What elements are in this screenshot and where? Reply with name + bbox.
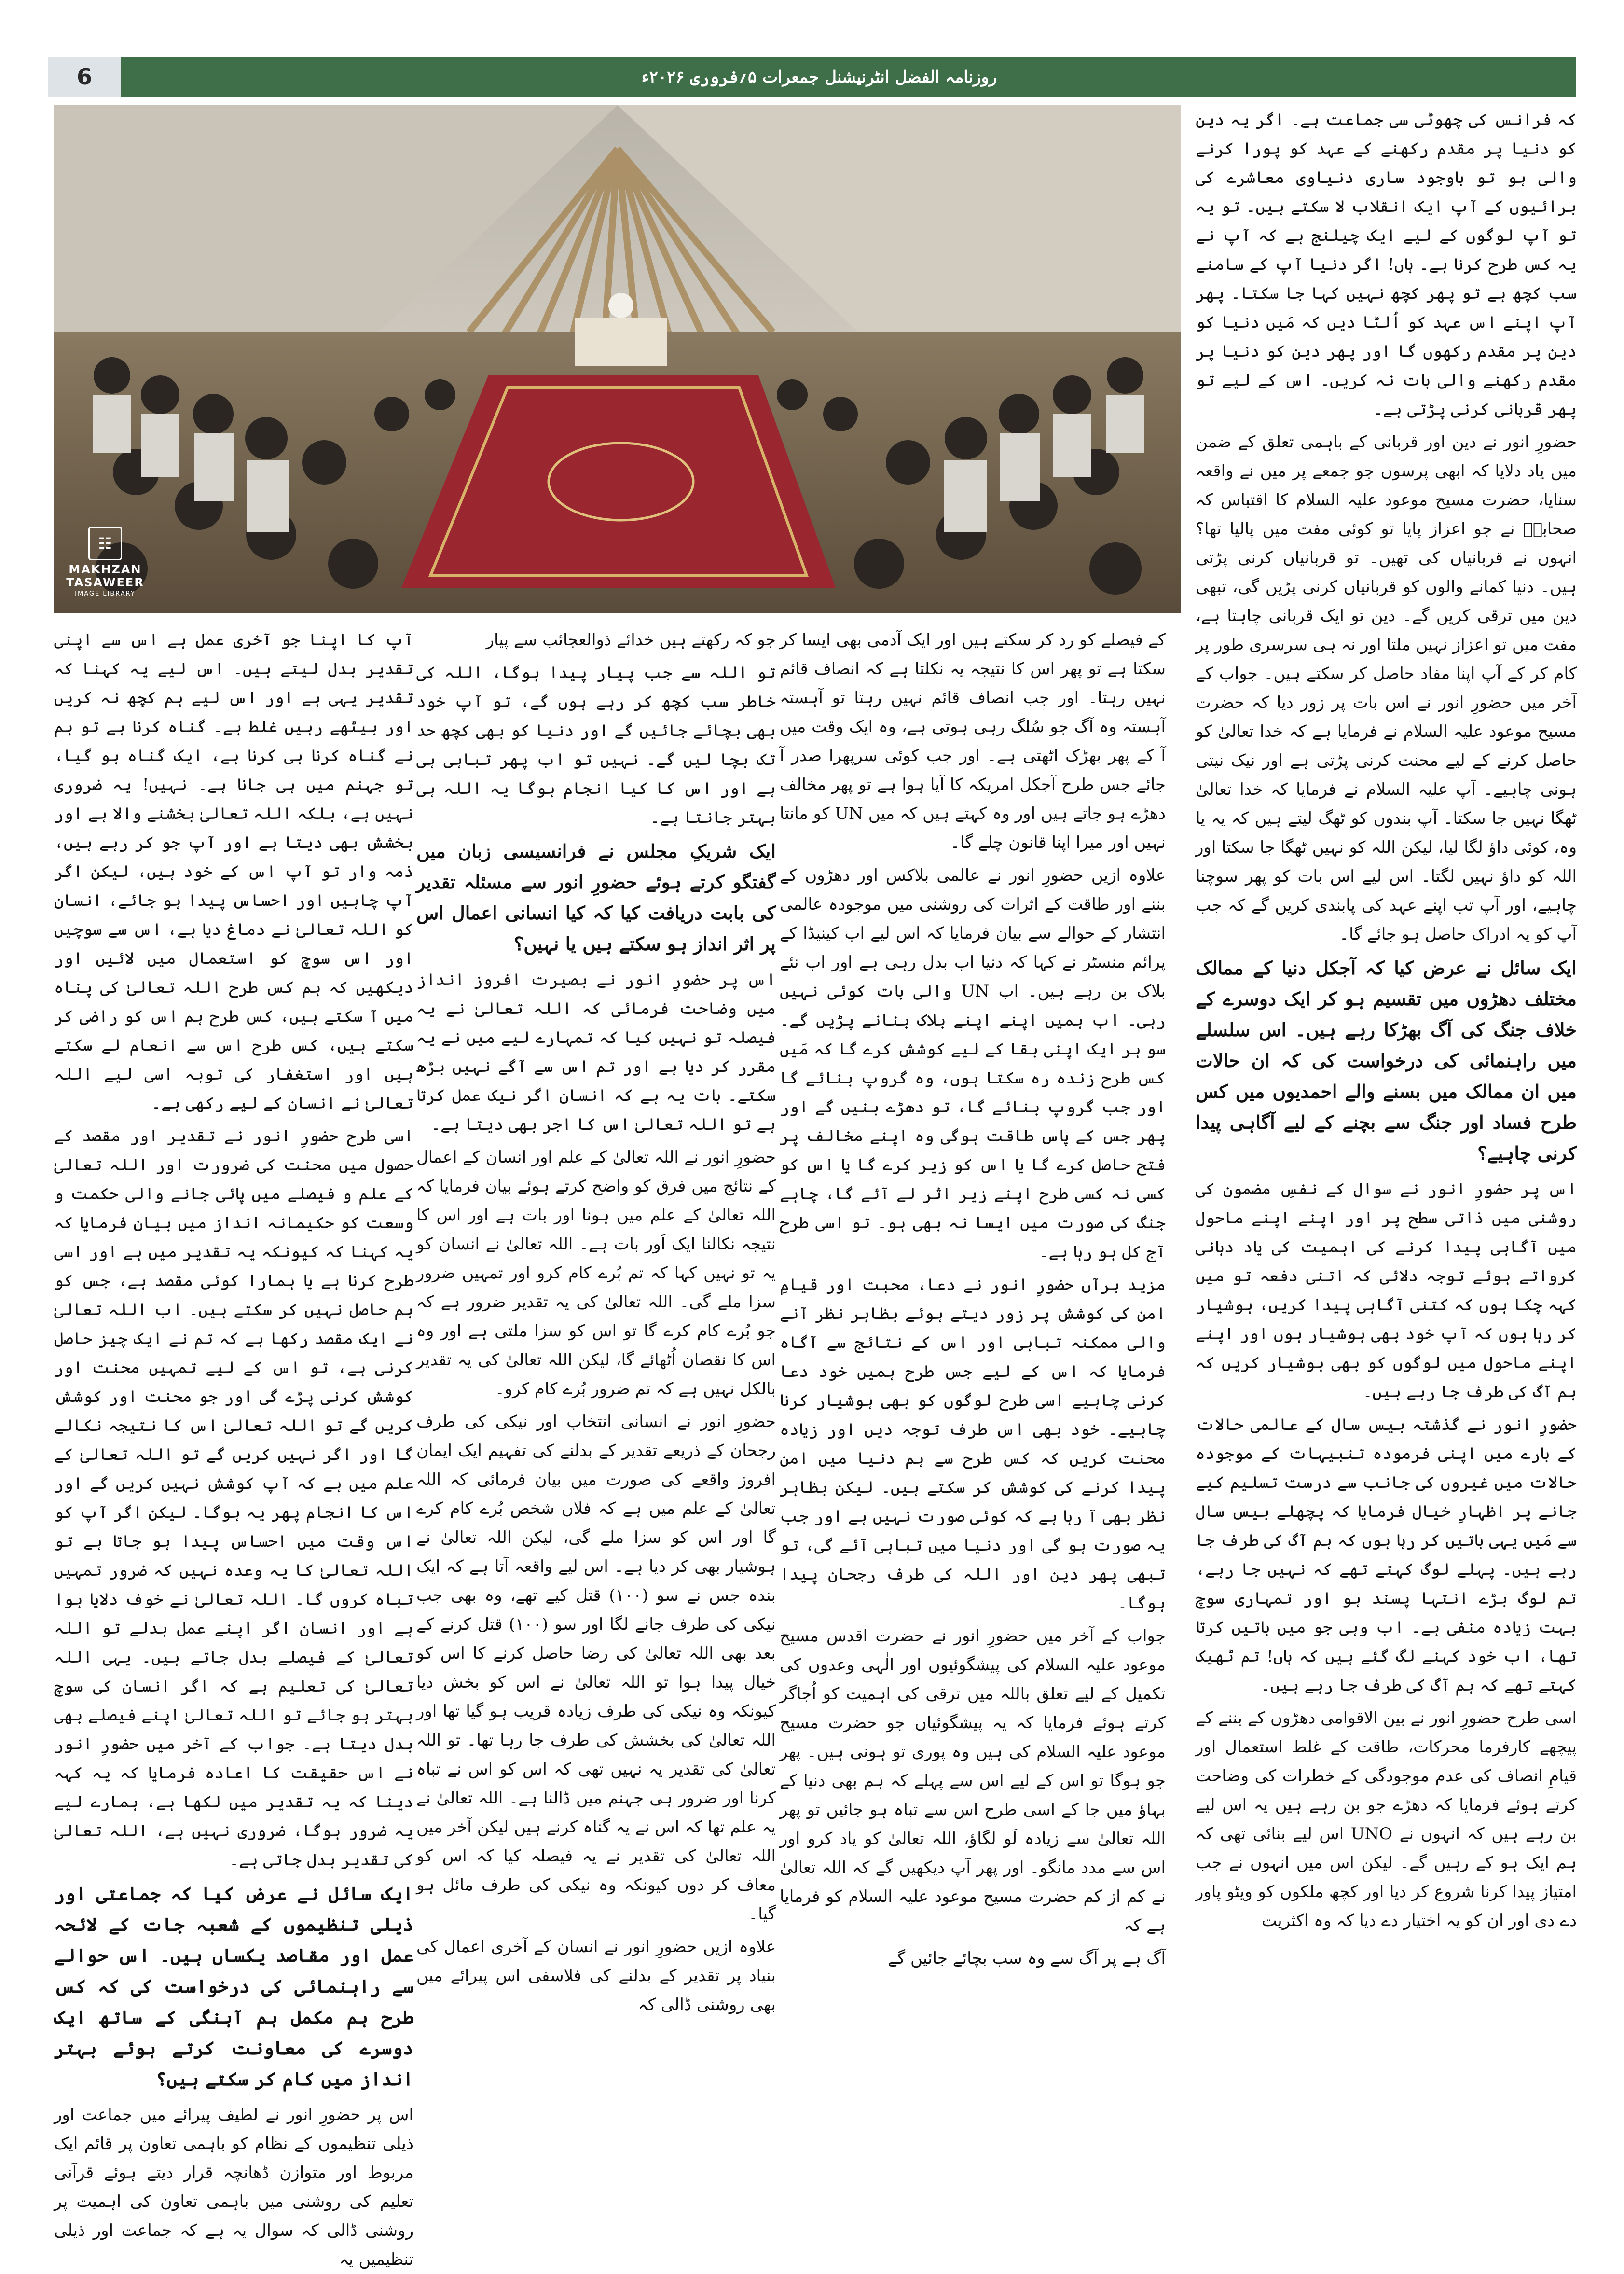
paragraph: اس پر حضورِ انور نے لطیف پیرائے میں جماعت اور ذیلی تنظیموں کے نظام کو باہمی تعاون پر قائم ایک مربوط اور متوازن ڈھانچہ قرار دیتے ہوئے قرآنی تعلیم کی روشنی میں باہمی تعاون کی اہمیت پر روشنی ڈالی کہ سوال یہ ہے کہ جماعت اور ذیلی تنظیمیں یہ [54, 2105, 413, 2269]
article-column-3 [54, 625, 413, 2269]
logo-title-1: MAKHZAN [69, 563, 142, 577]
paragraph: حضورِ انور نے انسانی انتخاب اور نیکی کی طرف رجحان کے ذریعے تقدیر کے بدلنے کی تفہیم ایک ایمان افروز واقعے کی صورت میں بیان فرمائی کہ اللہ تعالیٰ کے علم میں ہے کہ فلاں شخص بُرے کام کرے گا اور اس کو سزا ملے گی، لیکن اللہ تعالیٰ نے ہوشیار بھی کر دیا ہے۔ اس لیے واقعہ آتا ہے کہ ایک بندہ جس نے سو (۱۰۰) قتل کیے تھے، وہ بھی جب نیکی کی طرف جانے لگا اور سو (۱۰۰) قتل کرنے کے بعد بھی اللہ تعالیٰ کی رضا حاصل کرنے کا اس کو خیال پیدا ہوا تو اللہ تعالیٰ نے اس کو بخش دیا کیونکہ وہ نیکی کی طرف زیادہ قریب ہو گیا تھا اور اللہ تعالیٰ کی بخشش کی طرف جا رہا تھا۔ تو اللہ تعالیٰ کی تقدیر یہ نہیں تھی کہ اس کو اس نے تباہ کرنا اور ضرور ہی جہنم میں ڈالنا ہے۔ اللہ تعالیٰ نے یہ علم تھا کہ اس نے یہ گناہ کرنے ہیں لیکن آخر میں اللہ تعالیٰ کی تقدیر نے یہ فیصلہ کیا کہ اس کو معاف کر دوں کیونکہ وہ نیکی کی طرف مائل ہو گیا۔ [416, 1412, 776, 1924]
paragraph: علاوہ ازیں حضورِ انور نے عالمی بلاکس اور دھڑوں کے بننے اور طاقت کے اثرات کی روشنی میں موجودہ عالمی انتشار کے حوالے سے بیان فرمایا کہ اس لیے اب کینیڈا کے پرائم منسٹر نے کہا کہ دنیا اب بدل رہی ہے اور اب نئے بلاک بن رہے ہیں۔ اب UN والی بات کوئی نہیں رہی۔ اب ہمیں اپنے اپنے بلاک بنانے پڑیں گے۔ سو ہر ایک اپنی بقا کے لیے کوشش کرے گا کہ مَیں کس طرح زندہ رہ سکتا ہوں، وہ گروپ بنائے گا اور جب گروپ بنائے گا، تو دھڑے بنیں گے اور پھر جس کے پاس طاقت ہوگی وہ اپنے مخالف پر فتح حاصل کرے گا یا اس کو زیر کرے گا یا اس کو کسی نہ کسی طرح اپنے زیر اثر لے آئے گا، چاہے جنگ کی صورت میں ایسا نہ بھی ہو۔ تو اسی طرح آج کل ہو رہا ہے۔ [780, 866, 1166, 1262]
page-number: 6 [48, 57, 121, 97]
paragraph: حضورِ انور نے گذشتہ بیس سال کے عالمی حالات کے بارے میں اپنی فرمودہ تنبیہات کے موجودہ حالات میں غیروں کی جانب سے درست تسلیم کیے جانے پر اظہارِ خیال فرمایا کہ پچھلے بیس سال سے مَیں یہی باتیں کر رہا ہوں کہ ہم آگ کی طرف جا رہے ہیں۔ پہلے لوگ کہتے تھے کہ نہیں جا رہے، تم لوگ بڑے انتہا پسند ہو اور تمہاری سوچ بہت زیادہ منفی ہے۔ اب وہی جو میں باتیں کرتا تھا، اب خود کہنے لگ گئے ہیں کہ ہاں! تم ٹھیک کہتے تھے کہ ہم آگ کی طرف جا رہے ہیں۔ [1196, 1415, 1577, 1695]
logo-emblem-icon: ☷ [88, 527, 122, 560]
article-column-1 [780, 625, 1166, 2031]
question-heading: ایک شریکِ مجلس نے فرانسیسی زبان میں گفتگو کرتے ہوئے حضورِ انور سے مسئلہ تقدیر کی بابت دریافت کیا کہ کیا انسانی اعمال اس پر اثر انداز ہو سکتے ہیں یا نہیں؟ [416, 840, 776, 955]
paragraph: اس پر حضورِ انور نے بصیرت افروز انداز میں وضاحت فرمائی کہ اللہ تعالیٰ نے یہ فیصلہ تو نہیں کیا کہ تمہارے لیے میں نے یہ مقرر کر دیا ہے اور تم اس سے آگے نہیں بڑھ سکتے۔ بات یہ ہے کہ انسان اگر نیک عمل کرتا ہے تو اللہ تعالیٰ اس کا اجر بھی دیتا ہے۔ [416, 970, 776, 1134]
meeting-photo [54, 105, 1181, 613]
poetry-line: آگ ہے پر آگ سے وہ سب بچائے جائیں گے [888, 1949, 1166, 1968]
paragraph: مزید برآں حضورِ انور نے دعا، محبت اور قیامِ امن کی کوشش پر زور دیتے ہوئے بظاہر نظر آنے والی ممکنہ تباہی اور اس کے نتائج سے آگاہ فرمایا کہ اس کے لیے جس طرح ہمیں خود دعا کرنی چاہیے اسی طرح لوگوں کو بھی ہوشیار کرنا چاہیے۔ خود بھی اس طرف توجہ دیں اور زیادہ محنت کریں کہ کس طرح سے ہم دنیا میں امن پیدا کرنے کی کوشش کر سکتے ہیں۔ لیکن بظاہر نظر بھی آ رہا ہے کہ کوئی صورت نہیں ہے اور جب یہ صورت ہو گی اور دنیا میں تباہی آئے گی، تو تبھی پھر دین اور اللہ کی طرف رجحان پیدا ہوگا۔ [780, 1275, 1166, 1613]
question-heading: ایک سائل نے عرض کیا کہ آجکل دنیا کے ممالک مختلف دھڑوں میں تقسیم ہو کر ایک دوسرے کے خلاف جنگ کی آگ بھڑکا رہے ہیں۔ اس سلسلے میں راہنمائی کی درخواست کی کہ ان حالات میں ان ممالک میں بسنے والے احمدیوں میں کس طرح فساد اور جنگ سے بچنے کے لیے آگاہی پیدا کرنی چاہیے؟ [1196, 957, 1577, 1164]
paragraph: علاوہ ازیں حضورِ انور نے انسان کے آخری اعمال کی بنیاد پر تقدیر کے بدلنے کی فلاسفی اس پیرائے میں بھی روشنی ڈالی کہ [416, 1937, 776, 2014]
makhzan-tasaweer-logo [65, 527, 146, 597]
logo-subtitle: IMAGE LIBRARY [75, 590, 136, 597]
meeting-photo-illustration [54, 105, 1181, 613]
paragraph: اسی طرح حضورِ انور نے بین الاقوامی دھڑوں کے بننے کے پیچھے کارفرما محرکات، طاقت کے غلط استعمال اور قیامِ انصاف کی عدم موجودگی کے خطرات کی وضاحت کرتے ہوئے فرمایا کہ دھڑے جو بن رہے ہیں یہ اس لیے بن رہے ہیں کہ انہوں نے UNO اس لیے بنائی تھی کہ ہم ایک ہو کے رہیں گے۔ لیکن اس میں انہوں نے جب امتیاز پیدا کرنا شروع کر دیا اور کچھ ملکوں کو ویٹو پاور دے دی اور ان کو یہ اختیار دے دیا کہ وہ اکثریت [1196, 1708, 1577, 1930]
paragraph: کے فیصلے کو رد کر سکتے ہیں اور ایک آدمی بھی ایسا کر سکتا ہے تو پھر اس کا نتیجہ یہ نکلتا ہے کہ انصاف قائم نہیں رہتا۔ اور جب انصاف قائم نہیں رہتا تو آہستہ آہستہ وہ آگ جو سُلگ رہی ہوتی ہے، وہ ایک وقت میں آ کے پھر بھڑک اٹھتی ہے۔ اور جب کوئی سرپھرا صدر آ جائے جس طرح آجکل امریکہ کا آیا ہوا ہے تو پھر مخالف دھڑے ہو جاتے ہیں اور وہ کہتے ہیں کہ میں UN کو مانتا نہیں اور میرا اپنا قانون چلے گا۔ [780, 630, 1166, 852]
logo-title-2: TASAWEER [66, 575, 144, 589]
paragraph: حضورِ انور نے دین اور قربانی کے باہمی تعلق کے ضمن میں یاد دلایا کہ ابھی پرسوں جو جمعے پر میں نے واقعہ سنایا، حضرت مسیح موعود علیہ السلام کا اقتباس کہ صحابہؓ نے جو اعزاز پایا تو کوئی مفت میں پالیا تھا؟ انہوں نے قربانیاں کی تھیں۔ تو قربانیاں کرنی پڑتی ہیں۔ دنیا کمانے والوں کو قربانیاں کرنی پڑیں گی، تبھی دین میں ترقی کریں گے۔ دین تو ایک قربانی چاہتا ہے، مفت میں تو اعزاز نہیں ملتا اور نہ ہی سرسری طور پر کام کر کے آپ اپنا مفاد حاصل کر سکتے ہیں۔ جواب کے آخر میں حضورِ انور نے اس بات پر زور دیا کہ حضرت مسیح موعود علیہ السلام نے فرمایا ہے کہ خدا تعالیٰ کو حاصل کرنے کے لیے محنت کرنی پڑتی ہے اور نیک نیتی ہونی چاہیے۔ آپ علیہ السلام نے فرمایا کہ خدا تعالیٰ ٹھگا نہیں جا سکتا۔ آپ بندوں کو ٹھگ لیتے ہیں کہ یہ یا وہ، کوئی داؤ لگا لیا، لیکن اللہ کو نہیں ٹھگا جا سکتا اور اللہ کو داؤ نہیں لگتا۔ اس لیے اس بات کو پھر سوچنا چاہیے، اور آپ تب اپنے عہد کی پابندی کریں گے کہ جب آپ کو یہ ادراک حاصل ہو جائے گا۔ [1196, 432, 1577, 944]
newspaper-title-band [121, 57, 1576, 97]
paragraph: حضورِ انور نے اللہ تعالیٰ کے علم اور انسان کے اعمال کے نتائج میں فرق کو واضح کرتے ہوئے بیان فرمایا کہ اللہ تعالیٰ کے علم میں ہونا اور بات ہے اور اس کا نتیجہ نکالنا ایک اَور بات ہے۔ اللہ تعالیٰ نے انسان کو یہ تو نہیں کہا کہ تم بُرے کام کرو اور تمہیں ضرور سزا ملے گی۔ اللہ تعالیٰ کی یہ تقدیر ضرور ہے کہ جو بُرے کام کرے گا تو اس کو سزا ملتی ہے اور وہ اس کا نقصان اُٹھائے گا، لیکن اللہ تعالیٰ کی یہ تقدیر بالکل نہیں ہے کہ تم ضرور بُرے کام کرو۔ [416, 1148, 776, 1399]
paragraph: جواب کے آخر میں حضورِ انور نے حضرت اقدس مسیح موعود علیہ السلام کی پیشگوئیوں اور الٰہی وعدوں کی تکمیل کے لیے تعلق باللہ میں ترقی کی اہمیت کو اُجاگر کرتے ہوئے فرمایا کہ یہ پیشگوئیاں جو حضرت مسیح موعود علیہ السلام کی ہیں وہ پوری تو ہونی ہیں۔ پھر جو ہوگا تو اس کے لیے اس سے پہلے کہ ہم بھی دنیا کے بہاؤ میں جا کے اسی طرح اس سے تباہ ہو جائیں تو پھر اللہ تعالیٰ سے زیادہ لَو لگاؤ، اللہ تعالیٰ کو یاد کرو اور اس سے مدد مانگو۔ اور پھر آپ دیکھیں گے کہ اللہ تعالیٰ نے کم از کم حضرت مسیح موعود علیہ السلام کو فرمایا ہے کہ [780, 1626, 1166, 1935]
paragraph: اس پر حضورِ انور نے سوال کے نفسِ مضمون کی روشنی میں ذاتی سطح پر اور اپنے اپنے ماحول میں آگاہی پیدا کرنے کی اہمیت کی یاد دہانی کرواتے ہوئے توجہ دلائی کہ اتنی دفعہ تو میں کہہ چکا ہوں کہ کتنی آگاہی پیدا کریں، ہوشیار کر رہا ہوں کہ آپ خود بھی ہوشیار ہوں اور اپنے اپنے ماحول میں لوگوں کو بھی ہوشیار کریں کہ ہم آگ کی طرف جا رہے ہیں۔ [1196, 1179, 1577, 1401]
paragraph: اسی طرح حضورِ انور نے تقدیر اور مقصد کے حصول میں محنت کی ضرورت اور اللہ تعالیٰ کے علم و فیصلے میں پائی جانے والی حکمت و وسعت کو حکیمانہ انداز میں بیان فرمایا کہ یہ کہنا کہ کیونکہ یہ تقدیر میں ہے اور اسی طرح کرنا ہے یا ہمارا کوئی مقصد ہے، جس کو ہم حاصل نہیں کر سکتے ہیں۔ اب اللہ تعالیٰ نے ایک مقصد رکھا ہے کہ تم نے ایک چیز حاصل کرنی ہے، تو اس کے لیے تمہیں محنت اور کوشش کرنی پڑے گی اور جو محنت اور کوشش کریں گے تو اللہ تعالیٰ اس کا نتیجہ نکالے گا اور اگر نہیں کریں گے تو اللہ تعالیٰ کے علم میں ہے کہ آپ کوشش نہیں کریں گے اور اس کا انجام پھر یہ ہوگا۔ لیکن اگر آپ کو اس وقت میں احساس پیدا ہو جاتا ہے تو اللہ تعالیٰ کا یہ وعدہ نہیں کہ ضرور تمہیں تباہ کروں گا۔ اللہ تعالیٰ نے خوف دلایا ہوا ہے اور انسان اگر اپنے عمل بدلے تو اللہ تعالیٰ کے فیصلے بدل جاتے ہیں۔ یہی اللہ تعالیٰ کی تعلیم ہے کہ اگر انسان کی سوچ بہتر ہو جائے تو اللہ تعالیٰ اپنے فیصلے بھی بدل دیتا ہے۔ جواب کے آخر میں حضورِ انور نے اس حقیقت کا اعادہ فرمایا کہ یہ کہہ دینا کہ یہ تقدیر میں لکھا ہے، ہمارے لیے یہ ضرور ہوگا، ضروری نہیں ہے، اللہ تعالیٰ کی تقدیر بدل جاتی ہے۔ [54, 1126, 413, 1870]
paragraph: آپ کا اپنا جو آخری عمل ہے اس سے اپنی تقدیر بدل لیتے ہیں۔ اس لیے یہ کہنا کہ تقدیر یہی ہے اور اس لیے ہم کچھ نہ کریں اور بیٹھے رہیں غلط ہے۔ گناہ کرنا ہے تو ہم نے گناہ کرنا ہی کرنا ہے، ایک گناہ ہو گیا، تو جہنم میں ہی جانا ہے۔ نہیں! یہ ضروری نہیں ہے، بلکہ اللہ تعالیٰ بخشنے والا ہے اور بخشش بھی دیتا ہے اور آپ جو کر رہے ہیں، ذمہ وار تو آپ اس کے خود ہیں، لیکن اگر آپ چاہیں اور احساس پیدا ہو جائے، انسان کو اللہ تعالیٰ نے دماغ دیا ہے، اس سے سوچیں اور اس سوچ کو استعمال میں لائیں اور دیکھیں کہ ہم کس طرح اللہ تعالیٰ کی پناہ میں آ سکتے ہیں، کس طرح ہم اس کو راضی کر سکتے ہیں، کس طرح اس سے انعام لے سکتے ہیں اور استغفار کی توبہ اسی لیے اللہ تعالیٰ نے انسان کے لیے رکھی ہے۔ [54, 630, 413, 1113]
article-column-right [1196, 105, 1577, 2031]
page-header [48, 57, 1576, 97]
newspaper-title: روزنامہ الفضل انٹرنیشنل جمعرات ۵؍فروری ۲۰۲۶ء [641, 67, 997, 87]
poetry-line: جو کہ رکھتے ہیں خدائے ذوالعجائب سے پیار [486, 630, 776, 650]
question-heading: ایک سائل نے عرض کیا کہ جماعتی اور ذیلی تنظیموں کے شعبہ جات کے لائحہ عمل اور مقاصد یکساں ہیں۔ اس حوالے سے راہنمائی کی درخواست کی کہ کس طرح ہم مکمل ہم آہنگی کے ساتھ ایک دوسرے کی معاونت کرتے ہوئے بہتر انداز میں کام کر سکتے ہیں؟ [54, 1883, 413, 2090]
article-column-2 [416, 625, 776, 2031]
paragraph: تو اللہ سے جب پیار پیدا ہوگا، اللہ کی خاطر سب کچھ کر رہے ہوں گے، تو آپ خود بھی بچائے جائیں گے اور دنیا کو بھی کچھ حد تک بچا لیں گے۔ نہیں تو اب پھر تباہی ہی ہے اور اس کا کیا انجام ہوگا یہ اللہ ہی بہتر جانتا ہے۔ [416, 663, 776, 827]
paragraph: کہ فرانس کی چھوٹی سی جماعت ہے۔ اگر یہ دین کو دنیا پر مقدم رکھنے کے عہد کو پورا کرنے والی ہو تو باوجود ساری دنیاوی معاشرے کی برائیوں کے آپ ایک انقلاب لا سکتے ہیں۔ تو یہ تو آپ لوگوں کے لیے ایک چیلنج ہے کہ آپ نے یہ کس طرح کرنا ہے۔ ہاں! اگر دنیا آپ کے سامنے سب کچھ ہے تو پھر کچھ نہیں کہا جا سکتا۔ پھر آپ اپنے اس عہد کو اُلٹا دیں کہ مَیں دنیا کو دین پر مقدم رکھوں گا اور پھر دین کو دنیا پر مقدم رکھنے والی بات نہ کریں۔ اس کے لیے تو پھر قربانی کرنی پڑتی ہے۔ [1196, 110, 1577, 419]
